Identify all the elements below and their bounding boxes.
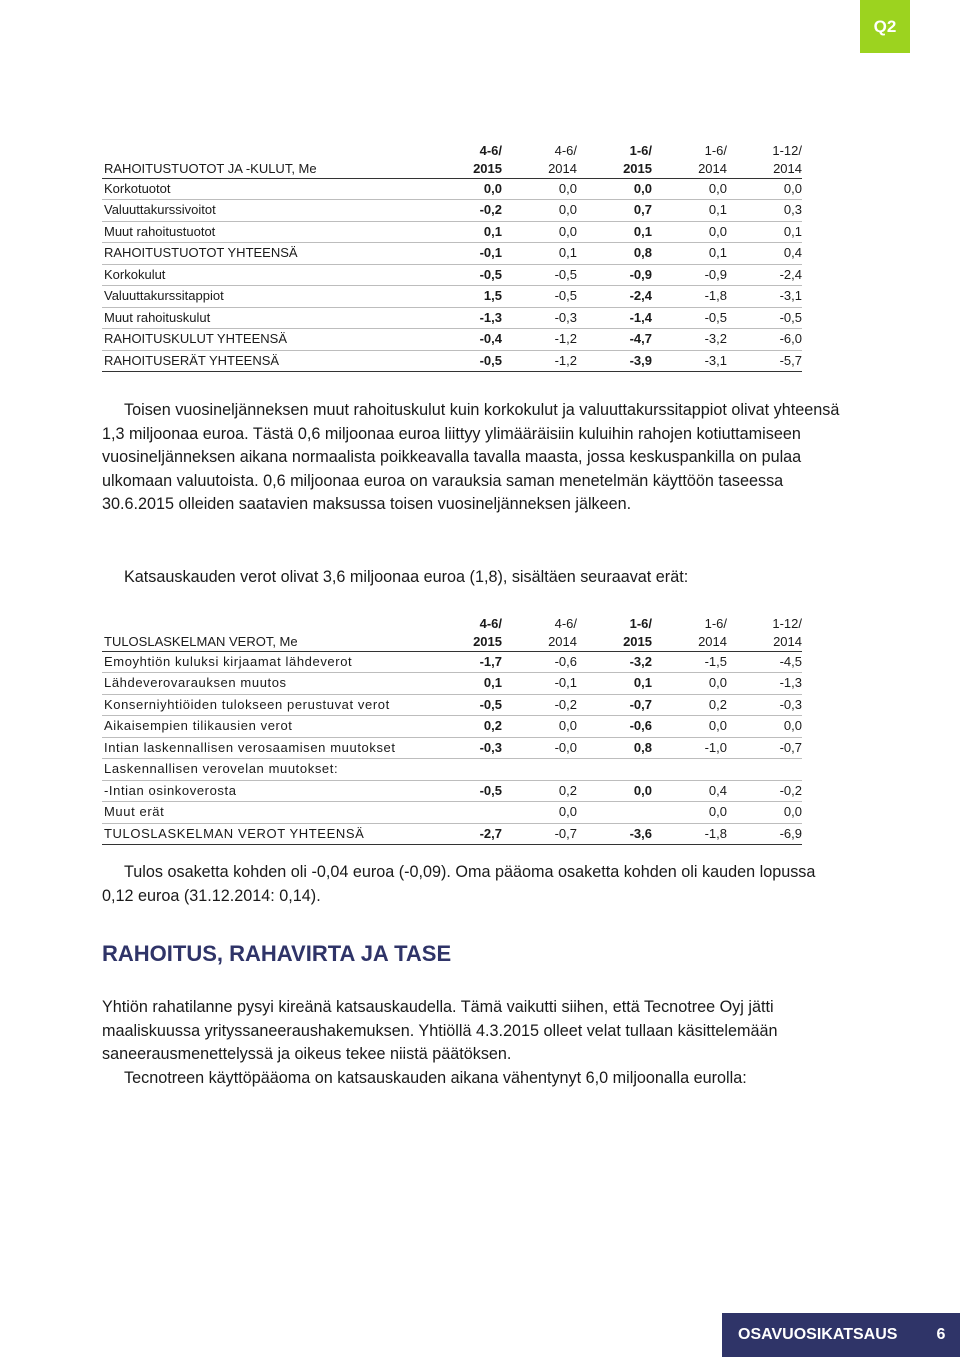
paragraph-taxes-intro: Katsauskauden verot olivat 3,6 miljoonaa euroa (1,8), sisältäen seuraavat erät: bbox=[124, 568, 689, 586]
value-cell: 0,0 bbox=[652, 802, 727, 824]
value-cell: 0,2 bbox=[447, 716, 502, 738]
value-cell: 0,8 bbox=[577, 737, 652, 759]
value-cell: 0,1 bbox=[447, 221, 502, 243]
value-cell: 0,0 bbox=[577, 178, 652, 200]
value-cell: 0,4 bbox=[727, 243, 802, 265]
value-cell: -0,4 bbox=[447, 329, 502, 351]
value-cell: -3,2 bbox=[577, 651, 652, 673]
table-row bbox=[102, 673, 802, 695]
column-header: 1-12/ 2014 bbox=[727, 613, 802, 651]
value-cell: 0,0 bbox=[652, 221, 727, 243]
value-cell bbox=[727, 759, 802, 781]
value-cell: 1,5 bbox=[447, 286, 502, 308]
table-row bbox=[102, 780, 802, 802]
column-header: 1-6/ 2015 bbox=[577, 613, 652, 651]
table-row bbox=[102, 802, 802, 824]
value-cell: 0,1 bbox=[652, 243, 727, 265]
row-label: -Intian osinkoverosta bbox=[102, 780, 447, 802]
table-row bbox=[102, 307, 802, 329]
value-cell: -6,9 bbox=[727, 823, 802, 845]
value-cell: 0,0 bbox=[447, 178, 502, 200]
value-cell bbox=[447, 759, 502, 781]
value-cell: -0,7 bbox=[727, 737, 802, 759]
row-label: Laskennallisen verovelan muutokset: bbox=[102, 759, 447, 781]
row-label: Valuuttakurssitappiot bbox=[102, 286, 447, 308]
table-row bbox=[102, 286, 802, 308]
value-cell: 0,7 bbox=[577, 200, 652, 222]
value-cell: 0,0 bbox=[502, 221, 577, 243]
value-cell: -0,5 bbox=[447, 350, 502, 372]
value-cell: -0,3 bbox=[447, 737, 502, 759]
value-cell: -3,6 bbox=[577, 823, 652, 845]
row-label: Konserniyhtiöiden tulokseen perustuvat verot bbox=[102, 694, 447, 716]
value-cell: -0,7 bbox=[577, 694, 652, 716]
value-cell: 0,0 bbox=[502, 802, 577, 824]
finance-items-table bbox=[102, 140, 802, 372]
value-cell: 0,0 bbox=[577, 780, 652, 802]
column-header: 4-6/ 2015 bbox=[447, 613, 502, 651]
table-row bbox=[102, 759, 802, 781]
value-cell: -0,9 bbox=[577, 264, 652, 286]
value-cell bbox=[577, 802, 652, 824]
footer-title: OSAVUOSIKATSAUS bbox=[738, 1326, 898, 1343]
value-cell: 0,0 bbox=[652, 178, 727, 200]
value-cell: -3,1 bbox=[652, 350, 727, 372]
row-label: Muut rahoituskulut bbox=[102, 307, 447, 329]
value-cell: -0,3 bbox=[727, 694, 802, 716]
column-header: 4-6/ 2014 bbox=[502, 140, 577, 178]
column-header: 4-6/ 2014 bbox=[502, 613, 577, 651]
value-cell: 0,0 bbox=[652, 673, 727, 695]
value-cell: 0,1 bbox=[502, 243, 577, 265]
row-label: Lähdeverovarauksen muutos bbox=[102, 673, 447, 695]
table-row bbox=[102, 264, 802, 286]
column-header: 4-6/ 2015 bbox=[447, 140, 502, 178]
table-row bbox=[102, 329, 802, 351]
row-label: Intian laskennallisen verosaamisen muutokset bbox=[102, 737, 447, 759]
value-cell: -1,8 bbox=[652, 286, 727, 308]
value-cell bbox=[447, 802, 502, 824]
value-cell: -0,2 bbox=[502, 694, 577, 716]
page-number: 6 bbox=[936, 1326, 946, 1343]
value-cell: -1,0 bbox=[652, 737, 727, 759]
value-cell: -1,8 bbox=[652, 823, 727, 845]
value-cell: -0,5 bbox=[447, 780, 502, 802]
row-label: Valuuttakurssivoitot bbox=[102, 200, 447, 222]
footer-bar bbox=[722, 1313, 960, 1357]
value-cell: 0,0 bbox=[727, 802, 802, 824]
value-cell: 0,4 bbox=[652, 780, 727, 802]
table-row bbox=[102, 651, 802, 673]
value-cell: -0,2 bbox=[727, 780, 802, 802]
table-row bbox=[102, 737, 802, 759]
value-cell: -3,1 bbox=[727, 286, 802, 308]
value-cell: 0,0 bbox=[502, 200, 577, 222]
value-cell: -4,5 bbox=[727, 651, 802, 673]
quarter-badge: Q2 bbox=[860, 0, 910, 53]
column-header: 1-6/ 2015 bbox=[577, 140, 652, 178]
value-cell: -1,2 bbox=[502, 350, 577, 372]
row-label: Korkokulut bbox=[102, 264, 447, 286]
row-label: Muut erät bbox=[102, 802, 447, 824]
value-cell: -4,7 bbox=[577, 329, 652, 351]
value-cell: -0,5 bbox=[727, 307, 802, 329]
value-cell bbox=[502, 759, 577, 781]
value-cell: -0,5 bbox=[447, 264, 502, 286]
value-cell: -0,7 bbox=[502, 823, 577, 845]
column-header: 1-6/ 2014 bbox=[652, 613, 727, 651]
value-cell: 0,1 bbox=[652, 200, 727, 222]
value-cell: -1,5 bbox=[652, 651, 727, 673]
row-label: RAHOITUSERÄT YHTEENSÄ bbox=[102, 350, 447, 372]
value-cell: -0,5 bbox=[652, 307, 727, 329]
value-cell: -0,5 bbox=[502, 264, 577, 286]
value-cell bbox=[577, 759, 652, 781]
table-heading: RAHOITUSTUOTOT JA -KULUT, Me bbox=[102, 140, 447, 178]
value-cell: -0,1 bbox=[502, 673, 577, 695]
value-cell: 0,0 bbox=[727, 716, 802, 738]
tax-items-table bbox=[102, 613, 802, 845]
value-cell: -3,2 bbox=[652, 329, 727, 351]
value-cell: -0,2 bbox=[447, 200, 502, 222]
paragraph-eps: Tulos osaketta kohden oli -0,04 euroa (-0,09). Oma pääoma osaketta kohden oli kauden lopussa 0,12 euroa (31.12.2014: 0,14). bbox=[102, 863, 816, 905]
table-row bbox=[102, 200, 802, 222]
row-label: Korkotuotot bbox=[102, 178, 447, 200]
row-label: TULOSLASKELMAN VEROT YHTEENSÄ bbox=[102, 823, 447, 845]
value-cell: 0,1 bbox=[577, 673, 652, 695]
value-cell: 0,8 bbox=[577, 243, 652, 265]
table-row bbox=[102, 221, 802, 243]
value-cell: -5,7 bbox=[727, 350, 802, 372]
column-header: 1-6/ 2014 bbox=[652, 140, 727, 178]
value-cell: -1,4 bbox=[577, 307, 652, 329]
value-cell: -3,9 bbox=[577, 350, 652, 372]
table-row bbox=[102, 823, 802, 845]
value-cell: 0,0 bbox=[502, 716, 577, 738]
value-cell: 0,2 bbox=[652, 694, 727, 716]
value-cell: -2,4 bbox=[577, 286, 652, 308]
value-cell: -0,0 bbox=[502, 737, 577, 759]
value-cell: 0,3 bbox=[727, 200, 802, 222]
table-heading: TULOSLASKELMAN VEROT, Me bbox=[102, 613, 447, 651]
row-label: Emoyhtiön kuluksi kirjaamat lähdeverot bbox=[102, 651, 447, 673]
value-cell: 0,1 bbox=[577, 221, 652, 243]
value-cell: -0,5 bbox=[447, 694, 502, 716]
value-cell: 0,0 bbox=[652, 716, 727, 738]
value-cell: 0,1 bbox=[447, 673, 502, 695]
value-cell: -0,5 bbox=[502, 286, 577, 308]
value-cell: -1,7 bbox=[447, 651, 502, 673]
value-cell: -0,6 bbox=[577, 716, 652, 738]
table-row bbox=[102, 243, 802, 265]
paragraph-liquidity: Yhtiön rahatilanne pysyi kireänä katsauskaudella. Tämä vaikutti siihen, että Tecnotree Oyj jätti maaliskuussa yrityssaneeraushakemuksen. Yhtiöllä 4.3.2015 olleet velat tullaan käsittelemään saneerausmenettelyssä ja oikeus tekee niistä päätöksen. Tecnotreen käyttöpääoma on katsauskauden aikana vähentynyt 6,0 miljoonalla eurolla: bbox=[102, 998, 778, 1087]
value-cell: -2,7 bbox=[447, 823, 502, 845]
value-cell: -2,4 bbox=[727, 264, 802, 286]
table-row bbox=[102, 350, 802, 372]
value-cell: -0,3 bbox=[502, 307, 577, 329]
value-cell: 0,0 bbox=[502, 178, 577, 200]
value-cell: -6,0 bbox=[727, 329, 802, 351]
paragraph-financial-costs: Toisen vuosineljänneksen muut rahoituskulut kuin korkokulut ja valuuttakurssitappiot olivat yhteensä 1,3 miljoonaa euroa. Tästä 0,6 miljoonaa euroa liittyy ylimääräisiin kuluihin rahojen kotiuttamiseen vuosineljänneksen aikana normaalista poikkeavalla tavalla maasta, jossa keskuspankilla on pulaa ulkomaan valuutoista. 0,6 miljoonaa euroa on varauksia saman menetelmän käyttöön taseessa 30.6.2015 olleiden saatavien maksussa toisen vuosineljänneksen jälkeen. bbox=[102, 401, 840, 513]
column-header: 1-12/ 2014 bbox=[727, 140, 802, 178]
value-cell: -0,9 bbox=[652, 264, 727, 286]
section-heading: RAHOITUS, RAHAVIRTA JA TASE bbox=[102, 941, 452, 966]
value-cell: 0,0 bbox=[727, 178, 802, 200]
row-label: Aikaisempien tilikausien verot bbox=[102, 716, 447, 738]
table-row bbox=[102, 716, 802, 738]
value-cell: -1,3 bbox=[447, 307, 502, 329]
row-label: Muut rahoitustuotot bbox=[102, 221, 447, 243]
value-cell: -0,1 bbox=[447, 243, 502, 265]
value-cell: -1,2 bbox=[502, 329, 577, 351]
table-row bbox=[102, 178, 802, 200]
table-header-row bbox=[102, 140, 802, 178]
table-row bbox=[102, 694, 802, 716]
value-cell: -1,3 bbox=[727, 673, 802, 695]
value-cell: -0,6 bbox=[502, 651, 577, 673]
value-cell: 0,1 bbox=[727, 221, 802, 243]
value-cell bbox=[652, 759, 727, 781]
value-cell: 0,2 bbox=[502, 780, 577, 802]
table-header-row bbox=[102, 613, 802, 651]
row-label: RAHOITUSTUOTOT YHTEENSÄ bbox=[102, 243, 447, 265]
row-label: RAHOITUSKULUT YHTEENSÄ bbox=[102, 329, 447, 351]
